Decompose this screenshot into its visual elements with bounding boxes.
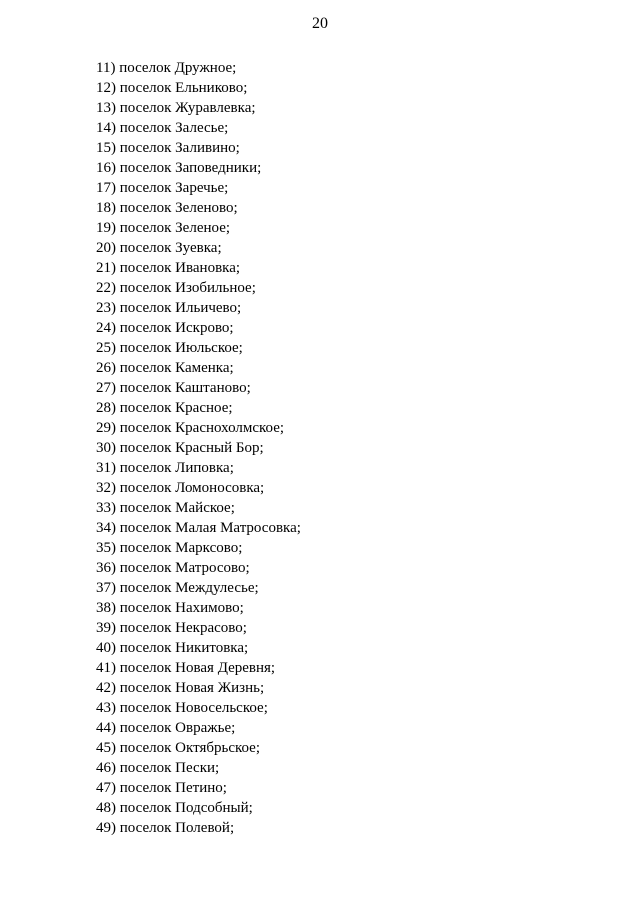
list-item: 12) поселок Ельниково;: [96, 80, 248, 96]
list-item: 31) поселок Липовка;: [96, 460, 234, 476]
list-item: 47) поселок Петино;: [96, 780, 227, 796]
list-item: 17) поселок Заречье;: [96, 180, 229, 196]
page-number: 20: [312, 15, 328, 32]
list-item: 46) поселок Пески;: [96, 760, 220, 776]
list-item: 35) поселок Марксово;: [96, 540, 243, 556]
list-item: 33) поселок Майское;: [96, 500, 235, 516]
list-item: 38) поселок Нахимово;: [96, 600, 244, 616]
settlement-list: [96, 58, 301, 838]
list-item: 25) поселок Июльское;: [96, 340, 243, 356]
list-item: 11) поселок Дружное;: [96, 60, 237, 76]
list-item: 30) поселок Красный Бор;: [96, 440, 264, 456]
list-item: 41) поселок Новая Деревня;: [96, 660, 276, 676]
list-item: 23) поселок Ильичево;: [96, 300, 242, 316]
list-item: 44) поселок Овражье;: [96, 720, 236, 736]
list-item: 18) поселок Зеленово;: [96, 200, 238, 216]
list-item: 43) поселок Новосельское;: [96, 700, 268, 716]
list-item: 32) поселок Ломоносовка;: [96, 480, 265, 496]
list-item: 45) поселок Октябрьское;: [96, 740, 261, 756]
list-item: 29) поселок Краснохолмское;: [96, 420, 285, 436]
list-item: 13) поселок Журавлевка;: [96, 100, 256, 116]
list-item: 19) поселок Зеленое;: [96, 220, 231, 236]
list-item: 20) поселок Зуевка;: [96, 240, 222, 256]
list-item: 39) поселок Некрасово;: [96, 620, 247, 636]
list-item: 16) поселок Заповедники;: [96, 160, 262, 176]
list-item: 15) поселок Заливино;: [96, 140, 240, 156]
list-item: 40) поселок Никитовка;: [96, 640, 249, 656]
list-item: 24) поселок Искрово;: [96, 320, 234, 336]
list-item: 49) поселок Полевой;: [96, 820, 235, 836]
list-item: 36) поселок Матросово;: [96, 560, 250, 576]
list-item: 28) поселок Красное;: [96, 400, 233, 416]
list-item: 42) поселок Новая Жизнь;: [96, 680, 265, 696]
list-item: 14) поселок Залесье;: [96, 120, 229, 136]
list-item: 21) поселок Ивановка;: [96, 260, 241, 276]
list-item: 27) поселок Каштаново;: [96, 380, 251, 396]
list-item: 34) поселок Малая Матросовка;: [96, 520, 301, 536]
list-item: 37) поселок Междулесье;: [96, 580, 259, 596]
list-item: 26) поселок Каменка;: [96, 360, 234, 376]
list-item: 48) поселок Подсобный;: [96, 800, 253, 816]
list-item: 22) поселок Изобильное;: [96, 280, 256, 296]
